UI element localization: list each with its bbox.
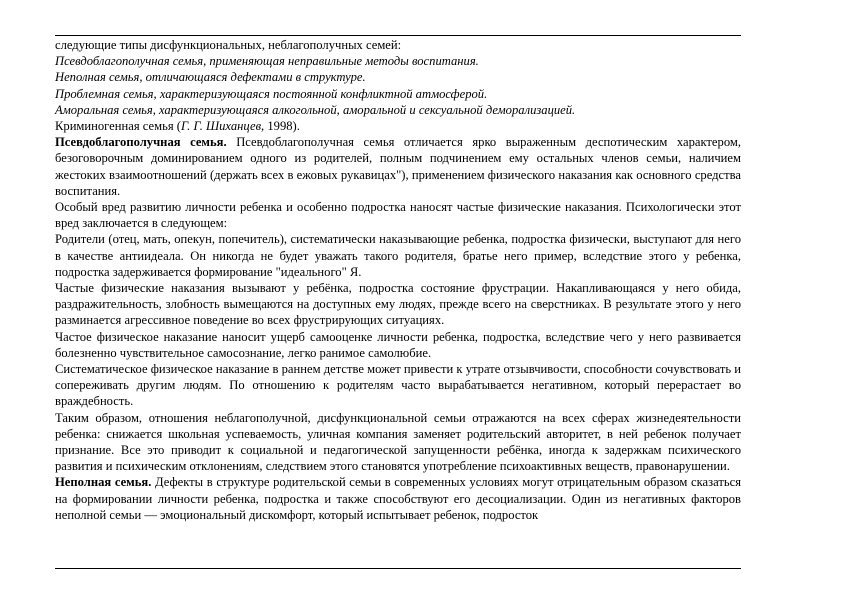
family-type-pseudo: Псевдоблагополучная семья, применяющая неправильные методы воспитания. [55,54,479,69]
pseudo-family-text: Псевдоблагополучная семья отличается ярко выраженным деспотическим характером, безоговорочным доминированием одного из родителей, полным подчинением ему остальных членов семьи, наличием жестоких взаимоотношений (держать всех в ежовых рукавицах"), применением физического наказания как основного средства воспитания. [55,135,741,198]
paragraph-conclusion: Таким образом, отношения неблагополучной, дисфункциональной семьи отражаются на всех сферах жизнедеятельности ребенка: снижается школьная успеваемость, уличная компания заменяет родительский авторитет, в ней ребенок получает признание. Все это приводит к социальной и педагогической запущенности ребёнка, иногда к задержкам психического развития и психическим отклонениям, следствием этого становятся употребление психоактивных веществ, правонарушении. [55,410,741,474]
criminogenic-year: 1998). [264,119,300,134]
paragraph-frustration: Частые физические наказания вызывают у ребёнка, подростка состояние фрустрации. Накапливающаяся у него обида, раздражительность, злобность вымещаются на доступных ему людях, прежде всего на сверстниках. В результате этого у него разминается агрессивное поведение во всех фрустрирующих ситуациях. [55,281,741,328]
criminogenic-author: Г. Г. Шиханцев, [180,119,265,134]
paragraph-empathy: Систематическое физическое наказание в раннем детстве может привести к утрате отзывчивости, способности сочувствовать и сопереживать другим людям. По отношению к родителям часто вырабатывается негативном, который перерастает во враждебность. [55,362,741,409]
paragraph-self-esteem: Частое физическое наказание наносит ущерб самооценке личности ребенка, подростка, вследствие чего у него развивается болезненно чувствительное самосознание, легко ранимое самолюбие. [55,329,741,360]
family-type-criminogenic [55,118,741,134]
pseudo-family-heading: Псевдоблагополучная семья. [55,135,227,150]
bottom-rule [55,568,741,569]
incomplete-family-paragraph [55,474,741,523]
document-body [55,37,741,523]
incomplete-family-heading: Неполная семья. [55,475,152,490]
pseudo-family-paragraph [55,134,741,199]
incomplete-family-text: Дефекты в структуре родительской семьи в современных условиях могут отрицательным образом сказаться на формировании личности ребенка, подростка и также способствуют его десоциализации. Один из негативных факторов неполной семьи — эмоциональный дискомфорт, который испытывает ребенок, подросток [55,475,741,522]
criminogenic-text: Криминогенная семья ( [55,119,181,134]
family-type-amoral: Аморальная семья, характеризующаяся алкогольной, аморальной и сексуальной деморализацией. [55,102,576,117]
family-type-incomplete: Неполная семья, отличающаяся дефектами в структуре. [55,70,366,85]
top-rule [55,35,741,36]
paragraph-harm: Особый вред развитию личности ребенка и особенно подростка наносят частые физические наказания. Психологически этот вред заключается в следующем: [55,200,741,231]
paragraph-anti-ideal: Родители (отец, мать, опекун, попечитель), систематически наказывающие ребенка, подростка физически, выступают для него в качестве антиидеала. Он никогда не будет уважать такого родителя, братье него пример, вследствие этого у ребенка, подростка задерживается формирование "идеального" Я. [55,232,741,279]
family-type-problem: Проблемная семья, характеризующаяся постоянной конфликтной атмосферой. [55,86,488,101]
intro-line: следующие типы дисфункциональных, неблагополучных семей: [55,38,402,52]
